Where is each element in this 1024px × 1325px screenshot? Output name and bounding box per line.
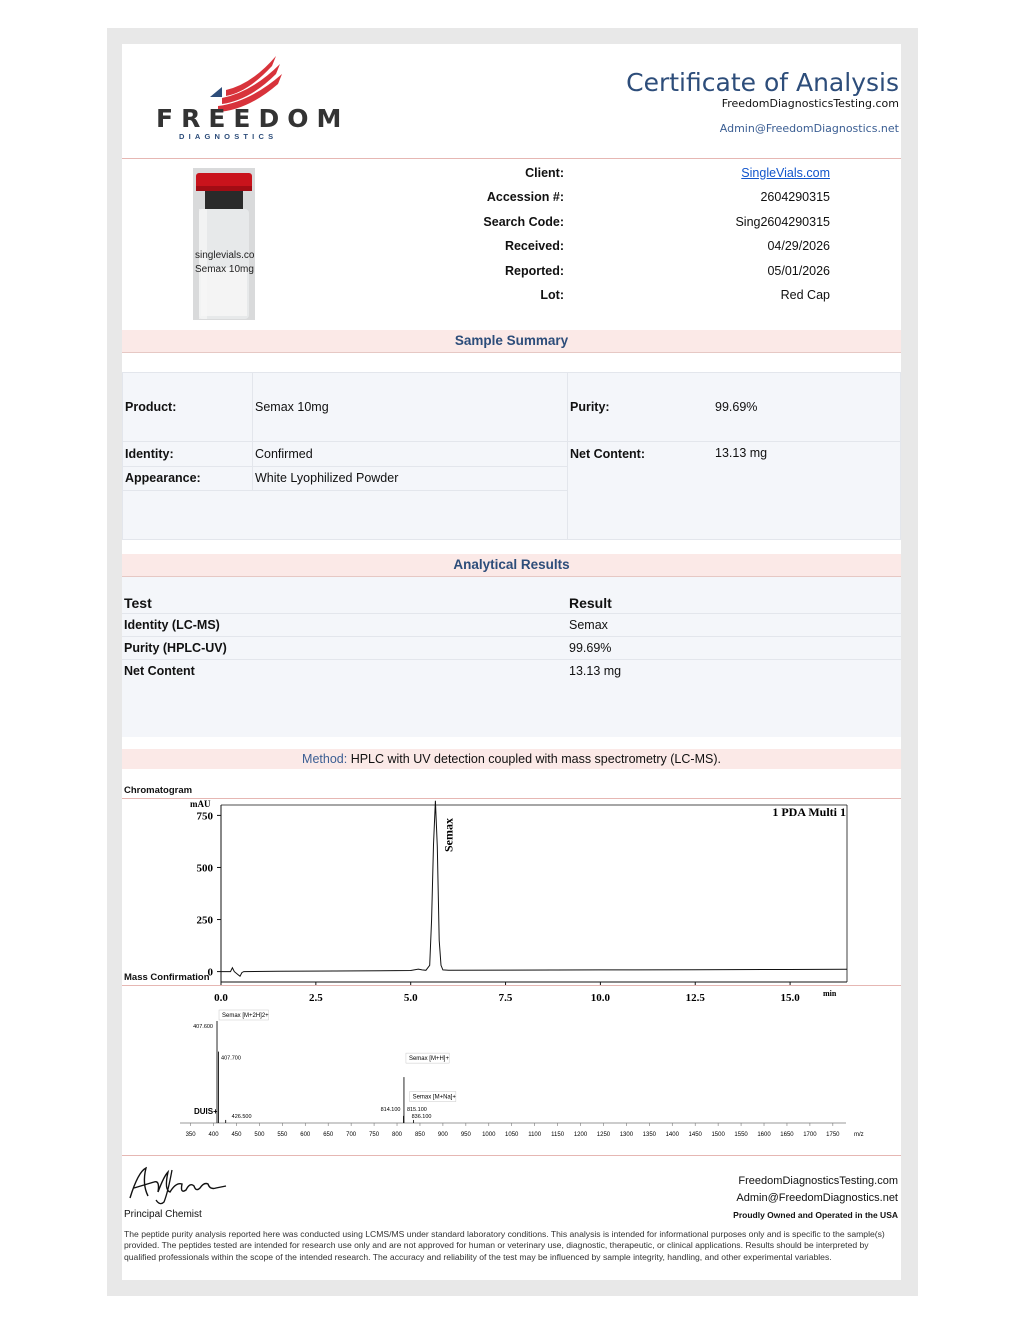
y-axis-unit: mAU [190, 799, 211, 809]
chromatogram-axes [221, 805, 847, 982]
client-label: Client: [525, 166, 564, 180]
x-tick-label: 2.5 [308, 992, 323, 1004]
method-label: Method: [302, 752, 348, 766]
net-content-label: Net Content: [570, 447, 645, 461]
reported-value: 05/01/2026 [767, 264, 830, 278]
y-tick-label: 250 [196, 914, 213, 927]
vial-photo [193, 168, 255, 320]
mz-tick-label: 500 [254, 1132, 265, 1138]
vial-image [193, 168, 255, 320]
mz-tick-label: 1000 [482, 1132, 496, 1138]
method-banner [122, 749, 901, 769]
sample-summary-title: Sample Summary [454, 333, 569, 348]
row-divider [122, 659, 901, 660]
test-name: Purity (HPLC-UV) [124, 641, 227, 655]
search-code-label: Search Code: [483, 215, 564, 229]
chromatogram-trace [221, 801, 847, 976]
mz-tick-label: 1750 [826, 1132, 840, 1138]
appearance-value: White Lyophilized Powder [255, 471, 399, 485]
col-divider [567, 373, 568, 539]
mz-tick-label: 450 [231, 1132, 242, 1138]
mz-tick-label: 850 [414, 1132, 425, 1138]
test-name: Net Content [124, 664, 195, 678]
mz-tick-label: 1150 [551, 1132, 565, 1138]
accession-label: Accession #: [486, 190, 564, 204]
row-divider [123, 441, 900, 442]
row-divider [122, 613, 901, 614]
test-name: Identity (LC-MS) [124, 618, 220, 632]
chromatogram-ticks [197, 810, 801, 1004]
lot-label: Lot: [540, 288, 564, 302]
x-tick-label: 15.0 [780, 992, 800, 1004]
mz-tick-label: 1550 [734, 1132, 748, 1138]
analytical-results-title: Analytical Results [453, 557, 570, 572]
mz-tick-label: 1050 [505, 1132, 519, 1138]
signature-image [124, 1162, 232, 1206]
x-tick-label: 7.5 [498, 992, 513, 1004]
results-table [122, 577, 901, 737]
test-result: 99.69% [569, 641, 612, 655]
mz-tick-label: 1350 [642, 1132, 657, 1138]
mz-tick-label: 1650 [780, 1132, 794, 1138]
mz-tick-label: 950 [460, 1132, 471, 1138]
mz-peak-value: 814.100 [380, 1106, 401, 1113]
test-result: Semax [569, 618, 608, 632]
row-divider [123, 490, 567, 491]
received-value: 04/29/2026 [767, 239, 830, 253]
analytical-results-header [122, 554, 901, 577]
y-tick-label: 0 [207, 966, 213, 979]
product-value: Semax 10mg [255, 400, 329, 414]
page-title: Certificate of Analysis [626, 68, 899, 97]
mass-spectrum-chart [122, 986, 901, 1146]
sample-summary-table [122, 372, 901, 540]
purity-label: Purity: [570, 400, 610, 414]
mz-tick-label: 1400 [665, 1132, 679, 1138]
mass-section-label: Mass Confirmation [124, 972, 210, 983]
mz-tick-label: 400 [208, 1132, 219, 1138]
identity-value: Confirmed [255, 447, 313, 461]
sample-summary-header [122, 330, 901, 353]
reported-label: Reported: [504, 264, 564, 278]
search-code-value: Sing2604290315 [735, 215, 830, 229]
mz-tick-label: 750 [369, 1132, 380, 1138]
net-content-value: 13.13 mg [715, 446, 768, 460]
chromatogram-section-label: Chromatogram [124, 785, 193, 796]
mz-tick-label: 800 [392, 1132, 403, 1138]
mz-tick-label: 1250 [596, 1132, 611, 1138]
section-divider [122, 1155, 901, 1156]
mz-tick-label: 1450 [688, 1132, 702, 1138]
x-tick-label: 10.0 [590, 992, 611, 1004]
x-tick-label: 0.0 [214, 992, 228, 1004]
mass-annotations [193, 1010, 456, 1120]
mz-tick-label: 1200 [573, 1132, 588, 1138]
mz-tick-label: 600 [300, 1132, 311, 1138]
row-divider [123, 466, 567, 467]
header-divider [122, 158, 901, 159]
mz-tick-label: 700 [346, 1132, 357, 1138]
certificate-page [122, 44, 901, 1280]
mz-annotation-label: Semax [M+Na]+ [412, 1094, 456, 1101]
identity-label: Identity: [125, 447, 174, 461]
mz-peak-value: 407.700 [221, 1055, 241, 1062]
x-tick-label: 12.5 [685, 992, 705, 1004]
company-subname: DIAGNOSTICS [179, 132, 278, 141]
mz-annotation-label: Semax [M+2H]2+ [222, 1013, 269, 1019]
method-text: HPLC with UV detection coupled with mass spectrometry (LC-MS). [350, 752, 721, 766]
disclaimer-text: The peptide purity analysis reported here was conducted using LCMS/MS under standard laboratory conditions. This analysis is intended for informational purposes only and is specific to the sample(s) provided. The peptides tested are intended for research use only and are not approved for human or veterinary use, diagnostic, therapeutic, or clinical applications. Results should be interpreted by qualified professionals within the scope of the intended research. The accuracy and reliability of the test may be influenced by sample integrity, handling, and other experimental variables. [124, 1229, 885, 1262]
mz-tick-label: 1300 [619, 1132, 634, 1138]
row-divider [122, 636, 901, 637]
received-label: Received: [504, 239, 564, 253]
mz-peak-value: 426.500 [231, 1113, 252, 1120]
mz-tick-label: 900 [437, 1132, 448, 1138]
footer-email[interactable]: Admin@FreedomDiagnostics.net [736, 1192, 898, 1204]
header-website: FreedomDiagnosticsTesting.com [721, 97, 899, 110]
mz-tick-label: 350 [185, 1132, 196, 1138]
mz-tick-label: 1100 [528, 1132, 542, 1138]
mz-tick-label: 1700 [803, 1132, 817, 1138]
product-label: Product: [125, 400, 177, 414]
mz-peak-value: 836.100 [411, 1114, 432, 1120]
ms-mode-label: DUIS+ [194, 1107, 218, 1116]
mz-tick-label: 650 [323, 1132, 334, 1138]
footer-tagline: Proudly Owned and Operated in the USA [733, 1210, 898, 1220]
peak-label-semax: Semax [441, 818, 456, 852]
vial-label-line1: singlevials.co [195, 250, 255, 261]
x-tick-label: 5.0 [403, 992, 418, 1004]
y-tick-label: 500 [196, 862, 213, 875]
mz-tick-label: 550 [277, 1132, 288, 1138]
purity-value: 99.69% [715, 400, 758, 414]
col-divider [252, 373, 253, 491]
mz-unit-label: m/z [854, 1132, 864, 1138]
client-link[interactable]: SingleVials.com [741, 166, 830, 180]
accession-value: 2604290315 [760, 190, 830, 204]
footer-website: FreedomDiagnosticsTesting.com [738, 1175, 898, 1187]
signer-role: Principal Chemist [124, 1209, 202, 1220]
result-column-header: Result [569, 595, 612, 611]
appearance-label: Appearance: [125, 471, 201, 485]
y-tick-label: 750 [196, 810, 213, 823]
mz-peak-value: 407.600 [193, 1024, 214, 1030]
test-column-header: Test [124, 595, 152, 611]
mz-tick-label: 1500 [711, 1132, 725, 1138]
mz-annotation-label: Semax [M+H]+ [408, 1056, 449, 1063]
test-result: 13.13 mg [569, 664, 622, 678]
mass-ticks [186, 1123, 841, 1138]
vial-label-line2: Semax 10mg [195, 264, 254, 275]
lot-value: Red Cap [780, 288, 830, 302]
chromatogram-legend: 1 PDA Multi 1 [772, 805, 846, 819]
x-axis-unit: min [823, 989, 837, 998]
mz-peak-value: 815.100 [406, 1107, 427, 1113]
mz-tick-label: 1600 [757, 1132, 771, 1138]
company-name: FREEDOM [156, 104, 350, 133]
header-email[interactable]: Admin@FreedomDiagnostics.net [719, 122, 899, 135]
